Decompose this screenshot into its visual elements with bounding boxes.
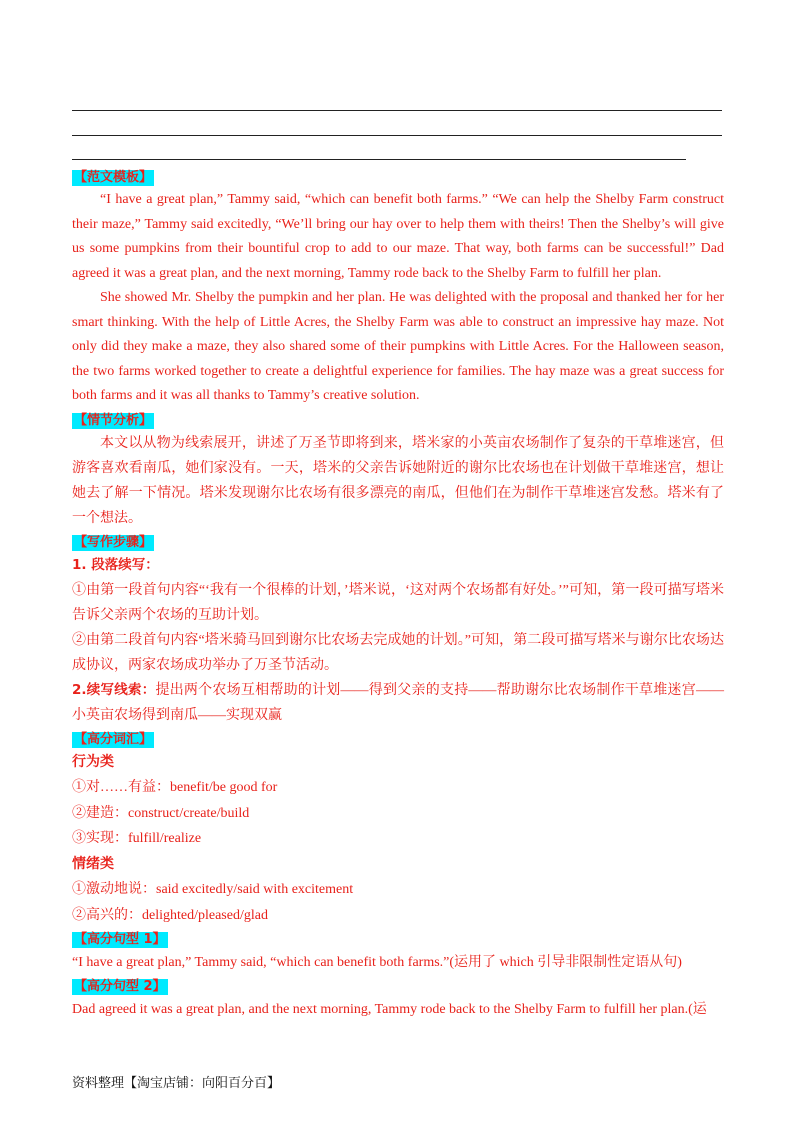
steps-clue [72, 678, 724, 728]
model-paragraph-2: She showed Mr. Shelby the pumpkin and her plan. He was delighted with the proposal and thanked her for her smart thinking. With the help of Little Acres, the Shelby Farm was able to construct an impressive hay maze. Not only did they make a maze, they also shared some of their pumpkins with Little Acres. For the Halloween season, the two farms worked together to create a delightful experience for families. The hay maze was a great success for both farms and it was all thanks to Tammy’s creative solution. [72, 290, 724, 403]
steps-heading-2: 2.续写线索： [72, 681, 156, 698]
page-footer: 资料整理【淘宝店铺：向阳百分百】 [72, 1076, 281, 1091]
steps-clue-text: 提出两个农场互相帮助的计划——得到父亲的支持——帮助谢尔比农场制作干草堆迷宫——小英亩农场得到南瓜——实现双赢 [72, 682, 724, 723]
answer-line-2 [72, 135, 722, 136]
vocab-item: ③实现：fulfill/realize [72, 831, 202, 846]
vocab-category-2: 情绪类 [72, 855, 114, 872]
vocab-item: ①对……有益：benefit/be good for [72, 780, 278, 795]
steps-item-1: ①由第一段首句内容“‘我有一个很棒的计划，’塔米说，‘这对两个农场都有好处。’”可知，第一段可描写塔米告诉父亲两个农场的互助计划。 [72, 582, 724, 623]
sentence-pattern-1-tag: 【高分句型 1】 [74, 932, 166, 947]
steps-heading-1: 1. 段落续写： [72, 556, 159, 573]
document-body [72, 166, 724, 1022]
vocab-category-1: 行为类 [72, 753, 114, 770]
plot-analysis-text: 本文以从物为线索展开，讲述了万圣节即将到来，塔米家的小英亩农场制作了复杂的干草堆迷宫，但游客喜欢看南瓜，她们家没有。一天，塔米的父亲告诉她附近的谢尔比农场也在计划做干草堆迷宫，想让她去了解一下情况。塔米发现谢尔比农场有很多漂亮的南瓜，但他们在为制作干草堆迷宫发愁。塔米有了一个想法。 [72, 435, 724, 526]
writing-steps-tag: 【写作步骤】 [74, 534, 153, 550]
vocab-item: ①激动地说：said excitedly/said with excitement [72, 882, 354, 897]
model-paragraph-1: “I have a great plan,” Tammy said, “which can benefit both farms.” “We can help the Shelby Farm construct their maze,” Tammy said excitedly, “We’ll bring our hay over to help them with theirs! Then the Shelby’s will give us some pumpkins from their bountiful crop to add to our maze. That way, both farms can be successful!” Dad agreed it was a great plan, and the next morning, Tammy rode back to the Shelby Farm to fulfill her plan. [72, 192, 724, 281]
sentence-pattern-2-tag: 【高分句型 2】 [74, 979, 166, 994]
vocab-item: ②高兴的：delighted/pleased/glad [72, 907, 268, 923]
answer-line-3 [72, 159, 686, 160]
plot-analysis-tag: 【情节分析】 [74, 412, 153, 428]
vocab-item: ②建造：construct/create/build [72, 805, 250, 821]
steps-item-2: ②由第二段首句内容“塔米骑马回到谢尔比农场去完成她的计划。”可知，第二段可描写塔米与谢尔比农场达成协议，两家农场成功举办了万圣节活动。 [72, 632, 724, 673]
sentence-pattern-1: “I have a great plan,” Tammy said, “which can benefit both farms.”(运用了 which 引导非限制性定语从句) [72, 955, 682, 970]
answer-line-1 [72, 110, 722, 111]
sentence-pattern-2: Dad agreed it was a great plan, and the next morning, Tammy rode back to the Shelby Farm to fulfill her plan.(运 [72, 1002, 707, 1017]
model-essay-tag: 【范文模板】 [74, 170, 153, 185]
vocab-tag: 【高分词汇】 [74, 731, 153, 747]
